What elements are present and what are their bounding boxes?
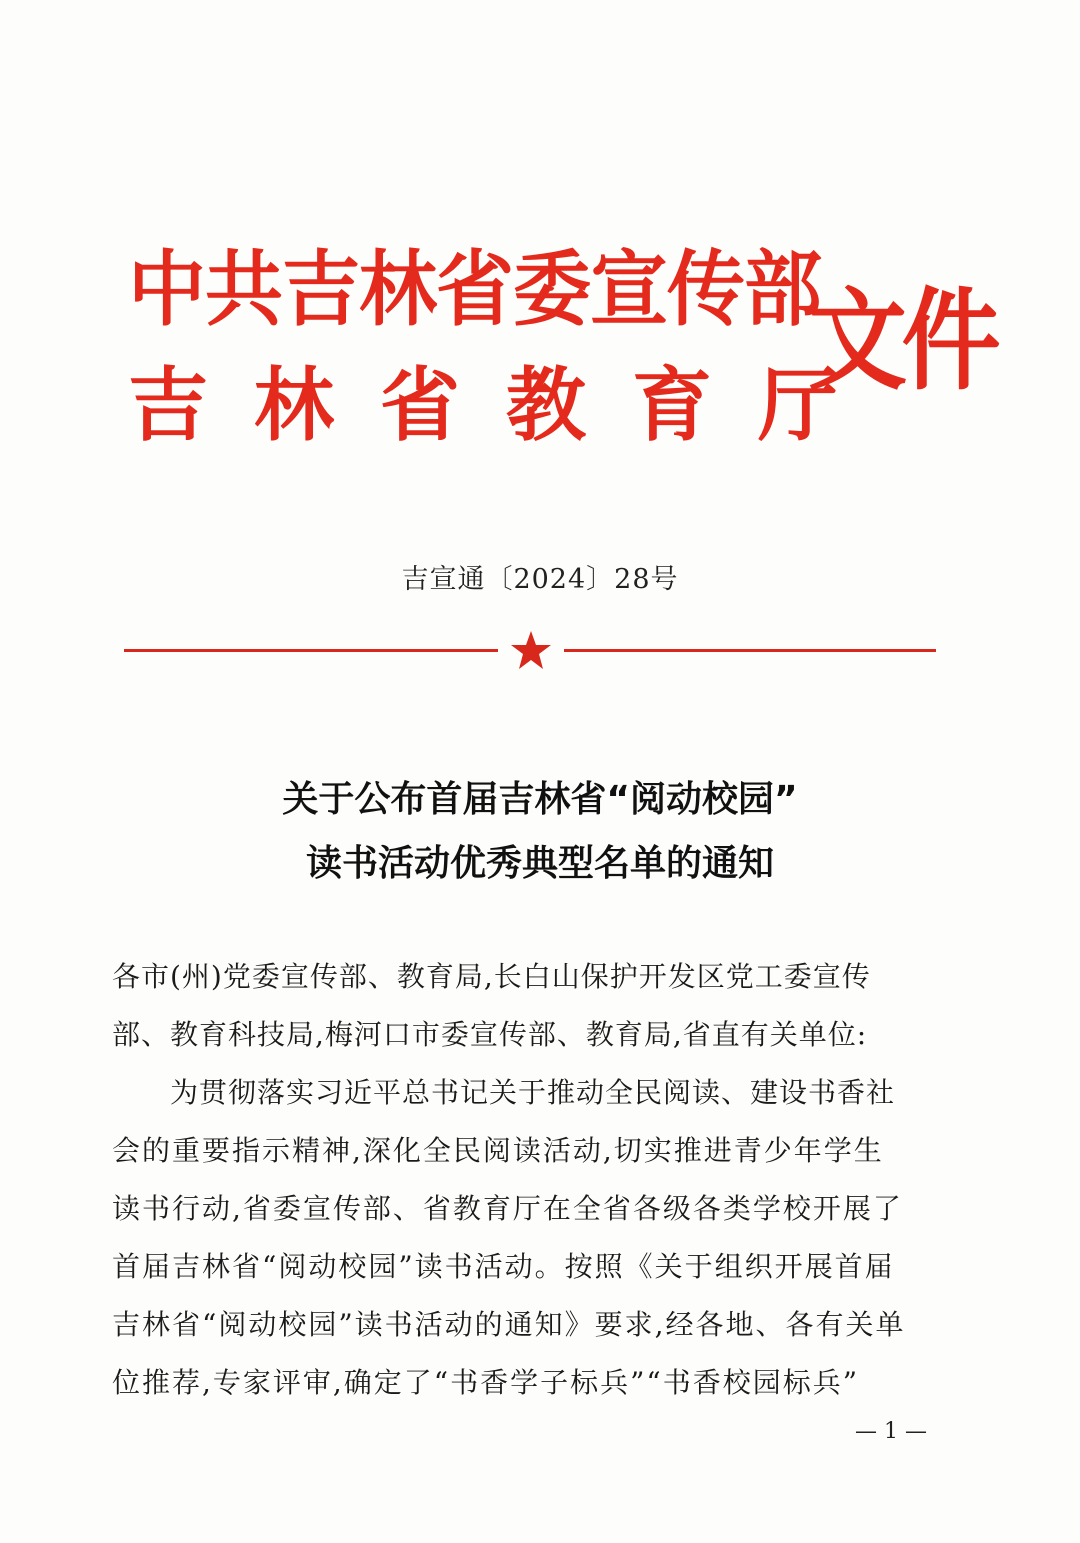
page-number: — 1 — — [855, 1419, 927, 1444]
body-line: 位推荐,专家评审,确定了“书香学子标兵”“书香校园标兵” — [112, 1366, 860, 1399]
star-icon — [510, 630, 552, 670]
body-line: 为贯彻落实习近平总书记关于推动全民阅读、建设书香社 — [170, 1076, 896, 1109]
red-separator-rule — [124, 630, 936, 670]
body-line: 会的重要指示精神,深化全民阅读活动,切实推进青少年学生 — [112, 1134, 884, 1167]
document-number: 吉宣通〔2024〕28号 — [401, 564, 679, 595]
body-line: 首届吉林省“阅动校园”读书活动。按照《关于组织开展首届 — [112, 1250, 895, 1283]
title-line-1: 关于公布首届吉林省“阅动校园” — [282, 779, 798, 820]
separator-line-right — [564, 649, 936, 652]
document-type-label: 文件 — [808, 277, 996, 405]
separator-line-left — [124, 649, 498, 652]
issuer-name-education-department: 吉林省教育厅 — [128, 359, 884, 452]
document-title — [0, 768, 1080, 896]
title-line-2: 读书活动优秀典型名单的通知 — [305, 843, 774, 884]
body-line: 各市(州)党委宣传部、教育局,长白山保护开发区党工委宣传 — [112, 960, 871, 993]
body-line: 读书行动,省委宣传部、省教育厅在全省各级各类学校开展了 — [112, 1192, 903, 1225]
body-line: 部、教育科技局,梅河口市委宣传部、教育局,省直有关单位: — [112, 1018, 868, 1051]
issuer-name-propaganda-department: 中共吉林省委宣传部 — [128, 243, 822, 338]
document-body — [112, 948, 952, 1412]
body-line: 吉林省“阅动校园”读书活动的通知》要求,经各地、各有关单 — [112, 1308, 906, 1341]
